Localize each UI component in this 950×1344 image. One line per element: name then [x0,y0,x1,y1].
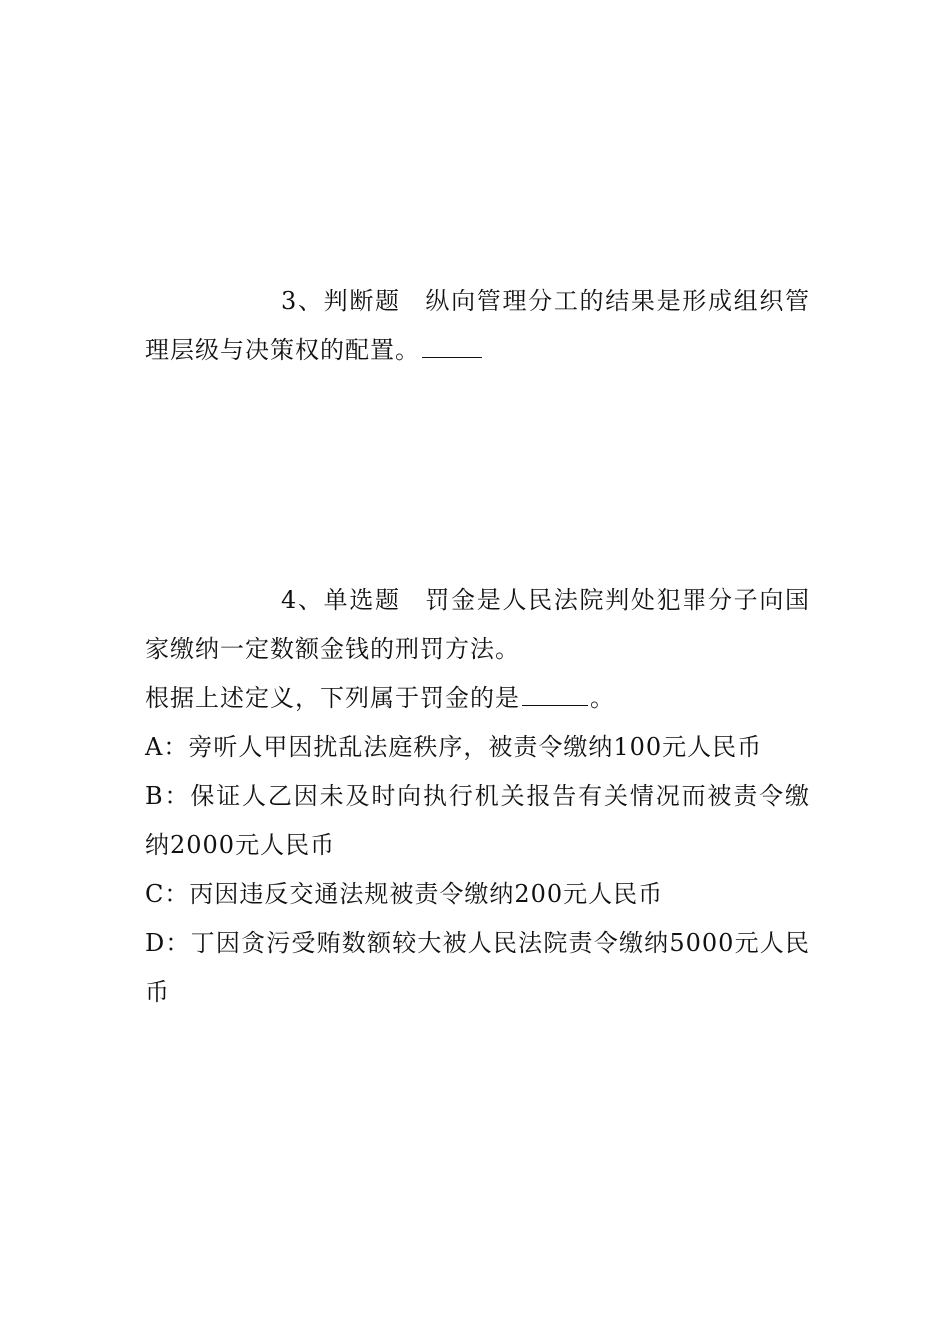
question-4-prompt-end: 。 [590,684,615,712]
question-3-text [145,277,810,375]
question-3-type: 判断题 [323,287,401,315]
question-4-definition: 罚金是人民法院判处犯罪分子向国家缴纳一定数额金钱的刑罚方法。 [145,586,811,663]
question-4 [145,576,810,1017]
option-a: A：旁听人甲因扰乱法庭秩序，被责令缴纳100元人民币 [145,733,763,761]
answer-blank [522,687,588,706]
question-3-number: 3、 [281,287,324,315]
question-4-prompt [145,674,810,723]
option-c: C：丙因违反交通法规被责令缴纳200元人民币 [145,880,664,908]
question-4-prompt-text: 根据上述定义，下列属于罚金的是 [145,684,520,712]
answer-blank [422,339,482,358]
question-4-text [145,576,810,674]
question-3-stem: 纵向管理分工的结果是形成组织管理层级与决策权的配置。 [145,287,811,364]
question-4-number: 4、 [281,586,324,614]
option-d: D：丁因贪污受贿数额较大被人民法院责令缴纳5000元人民币 [145,929,810,1006]
question-3 [145,277,810,375]
question-4-type: 单选题 [323,586,401,614]
option-b: B：保证人乙因未及时向执行机关报告有关情况而被责令缴纳2000元人民币 [145,782,810,859]
